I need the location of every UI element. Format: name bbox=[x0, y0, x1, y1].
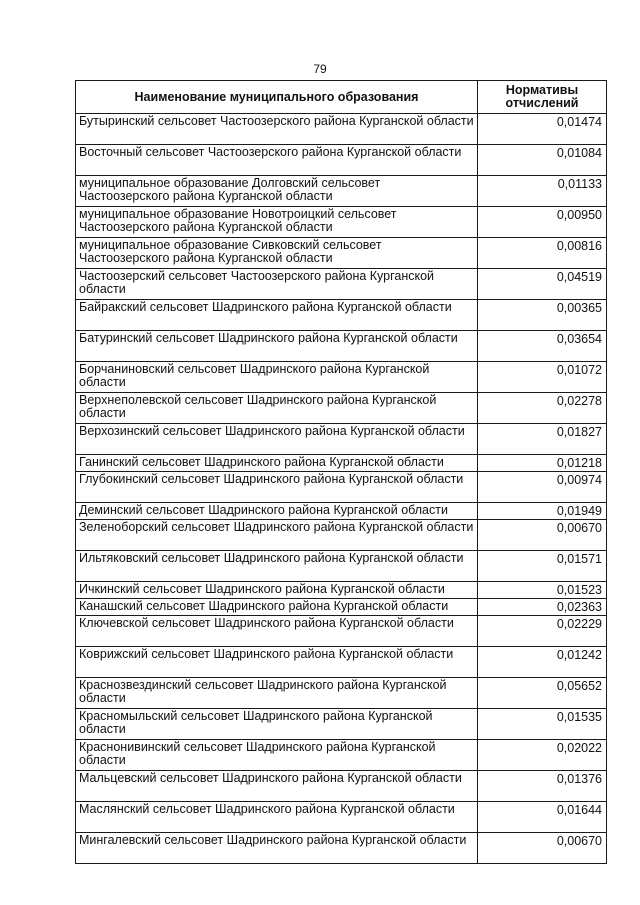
norm-value-cell: 0,01523 bbox=[478, 582, 607, 599]
norm-value-cell: 0,01949 bbox=[478, 503, 607, 520]
table-row bbox=[76, 176, 607, 207]
table-row bbox=[76, 647, 607, 678]
norm-value-cell: 0,00816 bbox=[478, 238, 607, 269]
norm-value-cell: 0,03654 bbox=[478, 331, 607, 362]
municipality-name-cell: Ключевской сельсовет Шадринского района Курганской области bbox=[76, 616, 478, 647]
municipality-name-cell: Мальцевский сельсовет Шадринского района Курганской области bbox=[76, 771, 478, 802]
table-row bbox=[76, 300, 607, 331]
municipality-name-cell: Деминский сельсовет Шадринского района Курганской области bbox=[76, 503, 478, 520]
municipality-name-cell: муниципальное образование Сивковский сельсовет Частоозерского района Курганской области bbox=[76, 238, 478, 269]
table-row bbox=[76, 114, 607, 145]
norm-value-cell: 0,01376 bbox=[478, 771, 607, 802]
norm-value-cell: 0,02278 bbox=[478, 393, 607, 424]
norm-value-cell: 0,01535 bbox=[478, 709, 607, 740]
norm-value-cell: 0,01571 bbox=[478, 551, 607, 582]
norm-value-cell: 0,01072 bbox=[478, 362, 607, 393]
municipality-name-cell: муниципальное образование Долговский сельсовет Частоозерского района Курганской области bbox=[76, 176, 478, 207]
norm-value-cell: 0,02229 bbox=[478, 616, 607, 647]
norm-value-cell: 0,02363 bbox=[478, 599, 607, 616]
municipality-name-cell: Байракский сельсовет Шадринского района Курганской области bbox=[76, 300, 478, 331]
municipality-name-cell: муниципальное образование Новотроицкий сельсовет Частоозерского района Курганской области bbox=[76, 207, 478, 238]
municipality-name-cell: Красномыльский сельсовет Шадринского района Курганской области bbox=[76, 709, 478, 740]
municipality-name-cell: Верхозинский сельсовет Шадринского района Курганской области bbox=[76, 424, 478, 455]
municipality-name-cell: Канашский сельсовет Шадринского района Курганской области bbox=[76, 599, 478, 616]
municipality-name-cell: Мингалевский сельсовет Шадринского района Курганской области bbox=[76, 833, 478, 864]
table-row bbox=[76, 802, 607, 833]
table-row bbox=[76, 599, 607, 616]
municipality-name-cell: Борчаниновский сельсовет Шадринского района Курганской области bbox=[76, 362, 478, 393]
municipality-name-cell: Батуринский сельсовет Шадринского района Курганской области bbox=[76, 331, 478, 362]
table-row bbox=[76, 833, 607, 864]
page-number: 79 bbox=[313, 62, 327, 76]
norm-value-cell: 0,01242 bbox=[478, 647, 607, 678]
norm-value-cell: 0,01084 bbox=[478, 145, 607, 176]
municipality-name-cell: Верхнеполевской сельсовет Шадринского района Курганской области bbox=[76, 393, 478, 424]
table-row bbox=[76, 709, 607, 740]
municipality-name-cell: Маслянский сельсовет Шадринского района Курганской области bbox=[76, 802, 478, 833]
norm-value-cell: 0,01133 bbox=[478, 176, 607, 207]
norm-value-cell: 0,05652 bbox=[478, 678, 607, 709]
table-row bbox=[76, 207, 607, 238]
municipality-name-cell: Ильтяковский сельсовет Шадринского района Курганской области bbox=[76, 551, 478, 582]
table-row bbox=[76, 362, 607, 393]
table-row bbox=[76, 678, 607, 709]
table-row bbox=[76, 238, 607, 269]
municipality-name-cell: Коврижский сельсовет Шадринского района Курганской области bbox=[76, 647, 478, 678]
table-body bbox=[76, 114, 607, 864]
norm-value-cell: 0,04519 bbox=[478, 269, 607, 300]
norms-table bbox=[75, 80, 607, 864]
table-row bbox=[76, 269, 607, 300]
table-row bbox=[76, 582, 607, 599]
table-row bbox=[76, 551, 607, 582]
table-row bbox=[76, 331, 607, 362]
table-row bbox=[76, 740, 607, 771]
table-row bbox=[76, 472, 607, 503]
norm-value-cell: 0,00670 bbox=[478, 520, 607, 551]
municipality-name-cell: Краснонивинский сельсовет Шадринского района Курганской области bbox=[76, 740, 478, 771]
table-row bbox=[76, 503, 607, 520]
norm-value-cell: 0,00670 bbox=[478, 833, 607, 864]
table-row bbox=[76, 424, 607, 455]
header-norms: Нормативы отчислений bbox=[478, 81, 607, 114]
table-row bbox=[76, 520, 607, 551]
municipality-name-cell: Зеленоборский сельсовет Шадринского района Курганской области bbox=[76, 520, 478, 551]
municipality-name-cell: Глубокинский сельсовет Шадринского района Курганской области bbox=[76, 472, 478, 503]
norm-value-cell: 0,01827 bbox=[478, 424, 607, 455]
table-row bbox=[76, 145, 607, 176]
municipality-name-cell: Бутыринский сельсовет Частоозерского района Курганской области bbox=[76, 114, 478, 145]
table-header-row bbox=[76, 81, 607, 114]
municipality-name-cell: Ганинский сельсовет Шадринского района Курганской области bbox=[76, 455, 478, 472]
norm-value-cell: 0,02022 bbox=[478, 740, 607, 771]
norm-value-cell: 0,01218 bbox=[478, 455, 607, 472]
table-row bbox=[76, 393, 607, 424]
municipality-name-cell: Частоозерский сельсовет Частоозерского района Курганской области bbox=[76, 269, 478, 300]
table-row bbox=[76, 455, 607, 472]
municipality-name-cell: Ичкинский сельсовет Шадринского района Курганской области bbox=[76, 582, 478, 599]
norm-value-cell: 0,01644 bbox=[478, 802, 607, 833]
norm-value-cell: 0,00950 bbox=[478, 207, 607, 238]
table-row bbox=[76, 771, 607, 802]
header-municipality-name: Наименование муниципального образования bbox=[76, 81, 478, 114]
municipality-name-cell: Краснозвездинский сельсовет Шадринского района Курганской области bbox=[76, 678, 478, 709]
norm-value-cell: 0,00974 bbox=[478, 472, 607, 503]
norm-value-cell: 0,01474 bbox=[478, 114, 607, 145]
table-row bbox=[76, 616, 607, 647]
municipality-name-cell: Восточный сельсовет Частоозерского района Курганской области bbox=[76, 145, 478, 176]
norm-value-cell: 0,00365 bbox=[478, 300, 607, 331]
